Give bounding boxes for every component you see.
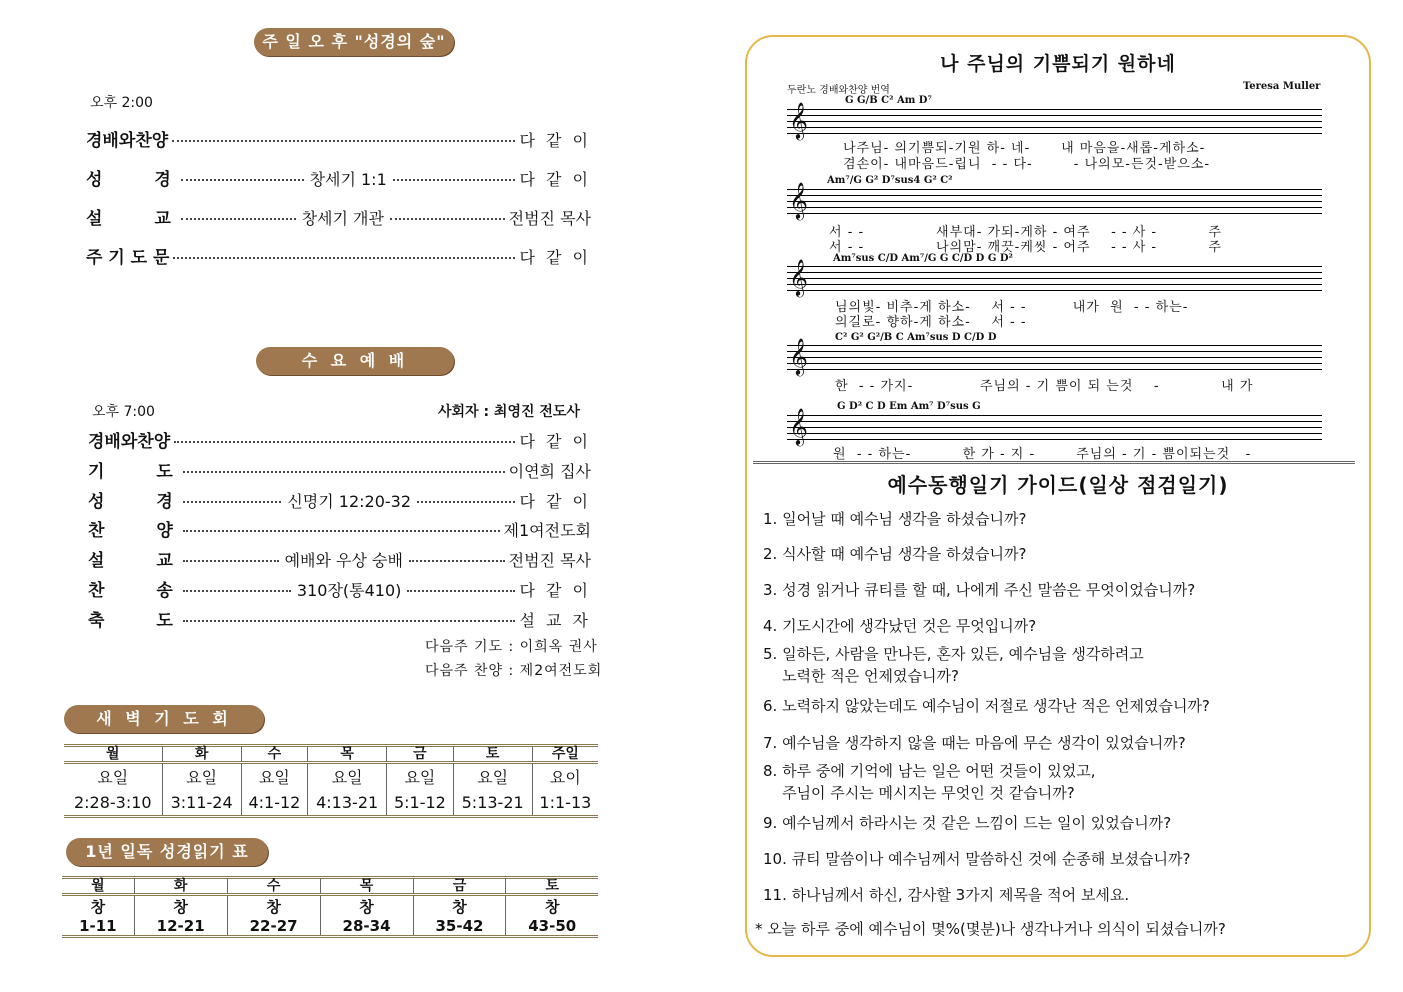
lyric-line: 나주님- 의기쁨되-기원 하- 네- 내 마음을-새롭-게하소- bbox=[843, 141, 1206, 156]
treble-clef-icon: 𝄞 bbox=[789, 258, 808, 296]
order-label: 기 도 bbox=[88, 462, 179, 482]
ref-cell: 5:13-21 bbox=[453, 790, 532, 817]
order-label: 찬 양 bbox=[88, 521, 179, 541]
book-cell: 요일 bbox=[97, 768, 129, 788]
wednesday-time: 오후 7:00 bbox=[92, 404, 155, 420]
music-staff bbox=[787, 101, 1322, 139]
guide-question: 8. 하루 중에 기억에 남는 일은 어떤 것들이 있었고, 주님이 주시는 메시지는 무엇인 것 같습니까? bbox=[763, 762, 1096, 802]
book-cell: 요일 bbox=[308, 763, 387, 790]
lyric-line: 서 - - 새부대- 가되-게하 - 여주 - - 사 - 주 bbox=[829, 225, 1222, 240]
ref-cell: 12-21 bbox=[134, 917, 227, 937]
ref-cell: 4:13-21 bbox=[308, 790, 387, 817]
order-row bbox=[86, 243, 591, 268]
guide-question: 4. 기도시간에 생각났던 것은 무엇입니까? bbox=[763, 617, 1037, 635]
order-value: 전범진 목사 bbox=[508, 551, 592, 570]
bible-reading-header: 1년 일독 성경읽기 표 bbox=[66, 838, 268, 866]
day-header: 토 bbox=[453, 746, 532, 763]
guide-question: 3. 성경 읽거나 큐티를 할 때, 나에게 주신 말씀은 무엇이었습니까? bbox=[763, 581, 1196, 599]
book-cell: 창 bbox=[227, 895, 320, 918]
order-value: 다 같 이 bbox=[519, 248, 591, 267]
day-header: 금 bbox=[413, 878, 506, 895]
order-label: 경배와찬양 bbox=[88, 432, 171, 452]
order-row bbox=[86, 165, 591, 190]
wednesday-leader: 사회자 : 최영진 전도사 bbox=[438, 404, 580, 420]
order-value: 다 같 이 bbox=[519, 581, 592, 600]
song-title: 나 주님의 기쁨되기 원하네 bbox=[940, 53, 1176, 75]
guide-question: 7. 예수님을 생각하지 않을 때는 마음에 무슨 생각이 있었습니까? bbox=[763, 734, 1186, 752]
chord-line: Am⁷/G G² D⁷sus4 G² C² bbox=[827, 175, 953, 186]
order-row bbox=[88, 427, 591, 452]
chord-line: C² G² G²/B C Am⁷sus D C/D D bbox=[835, 332, 997, 343]
order-value: 다 같 이 bbox=[519, 131, 591, 150]
order-detail: 신명기 12:20-32 bbox=[287, 492, 412, 511]
order-label: 축 도 bbox=[88, 611, 179, 631]
order-row bbox=[88, 487, 591, 512]
next-week-praise: 다음주 찬양 : 제2여전도회 bbox=[425, 663, 603, 679]
order-detail: 창세기 개관 bbox=[301, 209, 384, 228]
order-value: 설 교 자 bbox=[519, 611, 591, 630]
treble-clef-icon: 𝄞 bbox=[789, 337, 808, 375]
dawn-prayer-header: 새 벽 기 도 회 bbox=[64, 705, 264, 733]
lyric-line: 님의빛- 비추-게 하소- 서 - - 내가 원 - - 하는- bbox=[835, 300, 1189, 315]
day-header: 주일 bbox=[532, 746, 598, 763]
ref-cell: 4:1-12 bbox=[241, 790, 307, 817]
right-panel bbox=[745, 35, 1371, 957]
day-header: 목 bbox=[308, 746, 387, 763]
ref-cell: 1-11 bbox=[62, 917, 134, 937]
order-value: 이연희 집사 bbox=[508, 462, 591, 481]
chord-line: G D² C D Em Am⁷ D⁷sus G bbox=[837, 401, 981, 412]
ref-cell: 3:11-24 bbox=[162, 790, 241, 817]
order-row bbox=[88, 457, 591, 482]
book-cell: 요일 bbox=[453, 763, 532, 790]
day-header: 금 bbox=[387, 746, 453, 763]
book-cell: 창 bbox=[134, 895, 227, 918]
guide-question: 9. 예수님께서 하라시는 것 같은 느낌이 드는 일이 있었습니까? bbox=[763, 814, 1172, 832]
order-row bbox=[88, 606, 591, 631]
book-cell: 창 bbox=[506, 895, 598, 918]
song-composer: Teresa Muller bbox=[1243, 81, 1321, 92]
order-detail: 예배와 우상 숭배 bbox=[284, 551, 403, 570]
ref-cell: 22-27 bbox=[227, 917, 320, 937]
treble-clef-icon: 𝄞 bbox=[789, 181, 808, 219]
ref-cell: 5:1-12 bbox=[387, 790, 453, 817]
order-label: 설 교 bbox=[88, 551, 179, 571]
guide-question: 2. 식사할 때 예수님 생각을 하셨습니까? bbox=[763, 545, 1027, 563]
order-value: 제1여전도회 bbox=[503, 521, 591, 540]
order-detail: 창세기 1:1 bbox=[309, 170, 387, 189]
order-value: 전범진 목사 bbox=[508, 209, 592, 228]
guide-question: 11. 하나님께서 하신, 감사할 3가지 제목을 적어 보세요. bbox=[763, 886, 1130, 904]
guide-question: 5. 일하든, 사람을 만나든, 혼자 있든, 예수님을 생각하려고 노력한 적은 언제였습니까? bbox=[763, 645, 1144, 685]
book-cell: 창 bbox=[320, 895, 413, 918]
day-header: 월 bbox=[62, 878, 134, 895]
day-header: 수 bbox=[227, 878, 320, 895]
day-header: 목 bbox=[320, 878, 413, 895]
order-row bbox=[86, 126, 591, 151]
sunday-afternoon-header: 주 일 오 후 "성경의 숲" bbox=[254, 28, 454, 56]
treble-clef-icon: 𝄞 bbox=[789, 407, 808, 445]
dawn-prayer-table bbox=[64, 744, 598, 818]
next-week-prayer: 다음주 기도 : 이희옥 권사 bbox=[425, 639, 598, 655]
book-cell: 요일 bbox=[387, 763, 453, 790]
order-value: 다 같 이 bbox=[519, 492, 592, 511]
guide-question: 10. 큐티 말씀이나 예수님께서 말씀하신 것에 순종해 보셨습니까? bbox=[763, 850, 1191, 868]
day-header: 화 bbox=[162, 746, 241, 763]
music-staff bbox=[787, 407, 1322, 445]
lyric-line: 의길로- 향하-게 하소- 서 - - bbox=[835, 315, 1027, 330]
sunday-time: 오후 2:00 bbox=[90, 95, 153, 111]
bible-reading-table bbox=[62, 876, 598, 938]
order-value: 다 같 이 bbox=[519, 432, 591, 451]
music-staff bbox=[787, 181, 1322, 219]
day-header: 수 bbox=[241, 746, 307, 763]
order-row bbox=[88, 576, 591, 601]
song-translator: 두란노 경배와찬양 번역 bbox=[787, 85, 890, 96]
order-label: 성 경 bbox=[88, 492, 179, 512]
book-cell: 창 bbox=[413, 895, 506, 918]
book-cell: 창 bbox=[90, 898, 106, 916]
guide-question: 6. 노력하지 않았는데도 예수님이 저절로 생각난 적은 언제였습니까? bbox=[763, 697, 1210, 715]
lyric-line: 겸손이- 내마음드-립니 - - 다- - 나의모-든것-받으소- bbox=[843, 157, 1211, 172]
chord-line: G G/B C² Am D⁷ bbox=[845, 95, 932, 106]
lyric-line: 서 - - 나의맘- 깨끗-케씻 - 어주 - - 사 - 주 bbox=[829, 240, 1222, 255]
order-label: 경배와찬양 bbox=[86, 131, 169, 151]
order-value: 다 같 이 bbox=[519, 170, 591, 189]
guide-footnote: * 오늘 하루 중에 예수님이 몇%(몇분)나 생각나거나 의식이 되셨습니까? bbox=[755, 920, 1226, 938]
lyric-line: 한 - - 가지- 주님의 - 기 쁨이 되 는것 - 내 가 bbox=[835, 379, 1254, 394]
treble-clef-icon: 𝄞 bbox=[789, 101, 808, 139]
guide-title: 예수동행일기 가이드(일상 점검일기) bbox=[887, 473, 1229, 497]
day-header: 토 bbox=[506, 878, 598, 895]
guide-question: 1. 일어날 때 예수님 생각을 하셨습니까? bbox=[763, 510, 1027, 528]
order-row bbox=[88, 546, 591, 571]
ref-cell: 35-42 bbox=[413, 917, 506, 937]
section-divider bbox=[753, 461, 1355, 464]
order-label: 설 교 bbox=[86, 209, 177, 229]
order-label: 주 기 도 문 bbox=[86, 248, 170, 268]
ref-cell: 1:1-13 bbox=[532, 790, 598, 817]
book-cell: 요이 bbox=[532, 763, 598, 790]
order-row bbox=[86, 204, 591, 229]
chord-line: Am⁷sus C/D Am⁷/G G C/D D G D² bbox=[833, 253, 1013, 264]
order-row bbox=[88, 516, 591, 541]
book-cell: 요일 bbox=[241, 763, 307, 790]
order-label: 찬 송 bbox=[88, 581, 179, 601]
lyric-line: 원 - - 하는- 한 가 - 지 - 주님의 - 기 - 쁨이되는것 - bbox=[833, 447, 1252, 462]
ref-cell: 2:28-3:10 bbox=[64, 790, 162, 817]
book-cell: 요일 bbox=[162, 763, 241, 790]
order-label: 성 경 bbox=[86, 170, 177, 190]
day-header: 월 bbox=[64, 746, 162, 763]
day-header: 화 bbox=[134, 878, 227, 895]
ref-cell: 28-34 bbox=[320, 917, 413, 937]
wednesday-header: 수 요 예 배 bbox=[256, 347, 454, 375]
order-detail: 310장(통410) bbox=[296, 581, 402, 600]
ref-cell: 43-50 bbox=[506, 917, 598, 937]
